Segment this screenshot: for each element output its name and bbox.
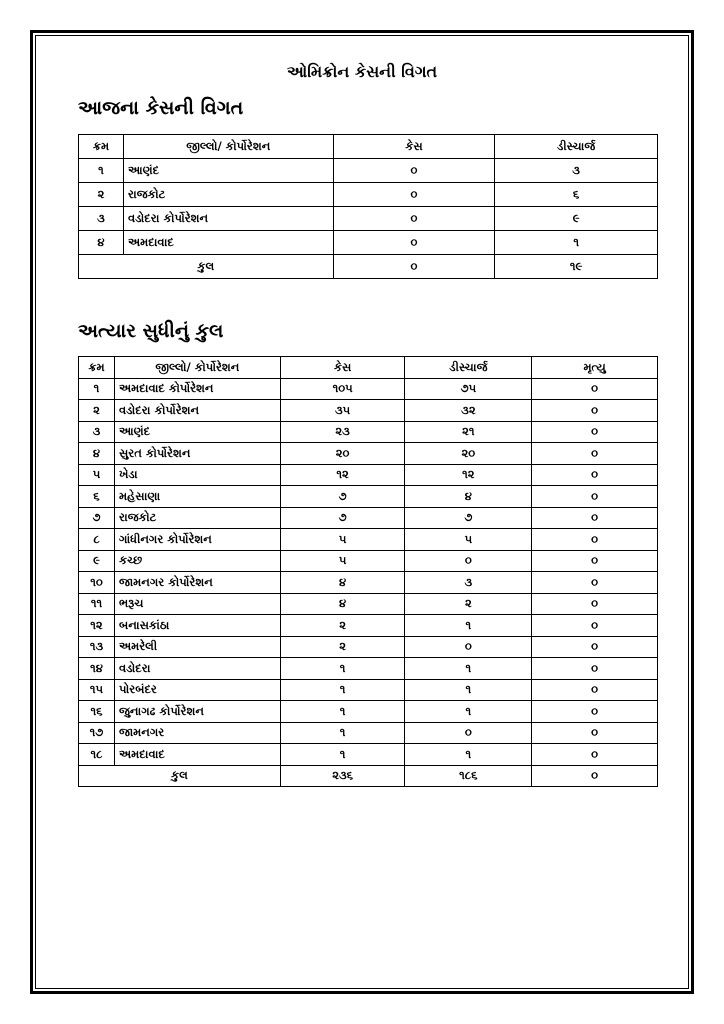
cell-deaths: ૦ (532, 464, 658, 486)
cell-discharge: ૩ (405, 572, 532, 594)
cell-cases: ૧ (280, 679, 405, 701)
table-row (79, 507, 658, 529)
col-serial-header: ક્રમ (79, 135, 124, 159)
table-row (79, 679, 658, 701)
cell-serial: ૧ (79, 378, 115, 400)
cell-district: બનાસકાંઠા (114, 615, 280, 637)
table-row (79, 378, 658, 400)
cell-deaths: ૦ (532, 443, 658, 465)
cell-cases: ૧ (280, 722, 405, 744)
cell-district: અમદાવાદ (123, 231, 333, 255)
cell-discharge: ૩૨ (405, 400, 532, 422)
cell-deaths: ૦ (532, 400, 658, 422)
cell-cases: ૦ (333, 231, 495, 255)
cell-district: વડોદરા કોર્પોરેશન (114, 400, 280, 422)
cell-cases: ૦ (333, 183, 495, 207)
total-discharge: ૧૯ (495, 255, 658, 279)
cell-deaths: ૦ (532, 421, 658, 443)
cell-deaths: ૦ (532, 529, 658, 551)
total-discharge: ૧૮૬ (405, 765, 532, 787)
cell-deaths: ૦ (532, 615, 658, 637)
cell-deaths: ૦ (532, 658, 658, 680)
col-district-header: જીલ્લો/ કોર્પોરેશન (114, 357, 280, 379)
table-row (79, 658, 658, 680)
cell-cases: ૨૦ (280, 443, 405, 465)
table-row (79, 207, 658, 231)
cell-district: સુરત કોર્પોરેશન (114, 443, 280, 465)
table-row (79, 421, 658, 443)
cell-serial: ૧૭ (79, 722, 115, 744)
cell-serial: ૧૦ (79, 572, 115, 594)
cell-discharge: ૩ (495, 159, 658, 183)
cell-serial: ૧૮ (79, 744, 115, 766)
total-cases: ૦ (333, 255, 495, 279)
cell-cases: ૨ (280, 615, 405, 637)
total-label: કુલ (79, 255, 334, 279)
table-header-row (79, 135, 658, 159)
cell-cases: ૪ (280, 572, 405, 594)
cell-cases: ૫ (280, 550, 405, 572)
cell-district: અમદાવાદ કોર્પોરેશન (114, 378, 280, 400)
table-row (79, 400, 658, 422)
cell-serial: ૧ (79, 159, 124, 183)
cell-discharge: ૨ (405, 593, 532, 615)
cell-deaths: ૦ (532, 636, 658, 658)
cell-district: મહેસાણા (114, 486, 280, 508)
table-row (79, 615, 658, 637)
cell-deaths: ૦ (532, 701, 658, 723)
cell-deaths: ૦ (532, 679, 658, 701)
cell-serial: ૫ (79, 464, 115, 486)
cell-district: ખેડા (114, 464, 280, 486)
col-cases-header: કેસ (333, 135, 495, 159)
cell-deaths: ૦ (532, 593, 658, 615)
cell-serial: ૨ (79, 183, 124, 207)
cumulative-cases-table (78, 356, 658, 787)
cell-serial: ૧૨ (79, 615, 115, 637)
cell-serial: ૨ (79, 400, 115, 422)
cell-serial: ૬ (79, 486, 115, 508)
cell-serial: ૩ (79, 207, 124, 231)
cumulative-section-heading: અત્યાર સુધીનું કુલ (78, 320, 224, 342)
cell-cases: ૧ (280, 744, 405, 766)
document-title: ઓમિક્રોન કેસની વિગત (286, 62, 438, 81)
cell-discharge: ૭૫ (405, 378, 532, 400)
cell-discharge: ૧ (405, 679, 532, 701)
cell-discharge: ૯ (495, 207, 658, 231)
table-header-row (79, 357, 658, 379)
total-deaths: ૦ (532, 765, 658, 787)
cell-discharge: ૦ (405, 550, 532, 572)
table-row (79, 593, 658, 615)
today-cases-table (78, 134, 658, 279)
cell-discharge: ૨૧ (405, 421, 532, 443)
total-label: કુલ (79, 765, 281, 787)
table-row (79, 183, 658, 207)
cell-district: પોરબંદર (114, 679, 280, 701)
cell-district: જુનાગઢ કોર્પોરેશન (114, 701, 280, 723)
cell-discharge: ૧૨ (405, 464, 532, 486)
total-row (79, 765, 658, 787)
table-row (79, 464, 658, 486)
cell-deaths: ૦ (532, 572, 658, 594)
col-serial-header: ક્રમ (79, 357, 115, 379)
cell-discharge: ૧ (405, 615, 532, 637)
cell-cases: ૧૦૫ (280, 378, 405, 400)
cell-district: આણંદ (114, 421, 280, 443)
cell-discharge: ૨૦ (405, 443, 532, 465)
cell-serial: ૩ (79, 421, 115, 443)
table-row (79, 443, 658, 465)
cell-cases: ૨ (280, 636, 405, 658)
cell-discharge: ૫ (405, 529, 532, 551)
cell-serial: ૮ (79, 529, 115, 551)
table-row (79, 486, 658, 508)
cell-serial: ૧૪ (79, 658, 115, 680)
col-discharge-header: ડીસ્ચાર્જ (405, 357, 532, 379)
cell-district: જામનગર (114, 722, 280, 744)
cell-cases: ૭ (280, 486, 405, 508)
total-cases: ૨૩૬ (280, 765, 405, 787)
cell-cases: ૧ (280, 701, 405, 723)
cell-district: જામનગર કોર્પોરેશન (114, 572, 280, 594)
cell-discharge: ૧ (495, 231, 658, 255)
col-district-header: જીલ્લો/ કોર્પોરેશન (123, 135, 333, 159)
cell-serial: ૧૫ (79, 679, 115, 701)
table-row (79, 636, 658, 658)
cell-district: આણંદ (123, 159, 333, 183)
cell-district: કચ્છ (114, 550, 280, 572)
col-deaths-header: મૃત્યુ (532, 357, 658, 379)
table-row (79, 744, 658, 766)
table-row (79, 701, 658, 723)
cell-discharge: ૦ (405, 722, 532, 744)
cell-district: અમદાવાદ (114, 744, 280, 766)
cell-cases: ૦ (333, 207, 495, 231)
cell-district: વડોદરા કોર્પોરેશન (123, 207, 333, 231)
cell-district: રાજકોટ (123, 183, 333, 207)
cell-cases: ૭ (280, 507, 405, 529)
col-discharge-header: ડીસ્ચાર્જ (495, 135, 658, 159)
cell-discharge: ૧ (405, 744, 532, 766)
table-row (79, 529, 658, 551)
cell-deaths: ૦ (532, 550, 658, 572)
table-row (79, 722, 658, 744)
cell-district: અમરેલી (114, 636, 280, 658)
cell-serial: ૯ (79, 550, 115, 572)
cell-serial: ૧૧ (79, 593, 115, 615)
cell-serial: ૪ (79, 231, 124, 255)
cell-cases: ૩૫ (280, 400, 405, 422)
cell-district: ભરૂચ (114, 593, 280, 615)
cell-serial: ૧૩ (79, 636, 115, 658)
cell-cases: ૪ (280, 593, 405, 615)
table-row (79, 159, 658, 183)
table-row (79, 231, 658, 255)
cell-district: ગાંધીનગર કોર્પોરેશન (114, 529, 280, 551)
today-section-heading: આજના કેસની વિગત (78, 97, 244, 119)
cell-cases: ૫ (280, 529, 405, 551)
cell-discharge: ૪ (405, 486, 532, 508)
col-cases-header: કેસ (280, 357, 405, 379)
cell-cases: ૧૨ (280, 464, 405, 486)
cell-deaths: ૦ (532, 486, 658, 508)
cell-deaths: ૦ (532, 378, 658, 400)
cell-serial: ૧૬ (79, 701, 115, 723)
cell-discharge: ૦ (405, 636, 532, 658)
cell-deaths: ૦ (532, 507, 658, 529)
cell-serial: ૪ (79, 443, 115, 465)
cell-cases: ૧ (280, 658, 405, 680)
cell-discharge: ૭ (405, 507, 532, 529)
cell-discharge: ૧ (405, 701, 532, 723)
cell-district: વડોદરા (114, 658, 280, 680)
cell-serial: ૭ (79, 507, 115, 529)
table-row (79, 550, 658, 572)
table-row (79, 572, 658, 594)
cell-cases: ૨૩ (280, 421, 405, 443)
cell-discharge: ૬ (495, 183, 658, 207)
total-row (79, 255, 658, 279)
cell-cases: ૦ (333, 159, 495, 183)
cell-district: રાજકોટ (114, 507, 280, 529)
cell-deaths: ૦ (532, 744, 658, 766)
cell-discharge: ૧ (405, 658, 532, 680)
cell-deaths: ૦ (532, 722, 658, 744)
